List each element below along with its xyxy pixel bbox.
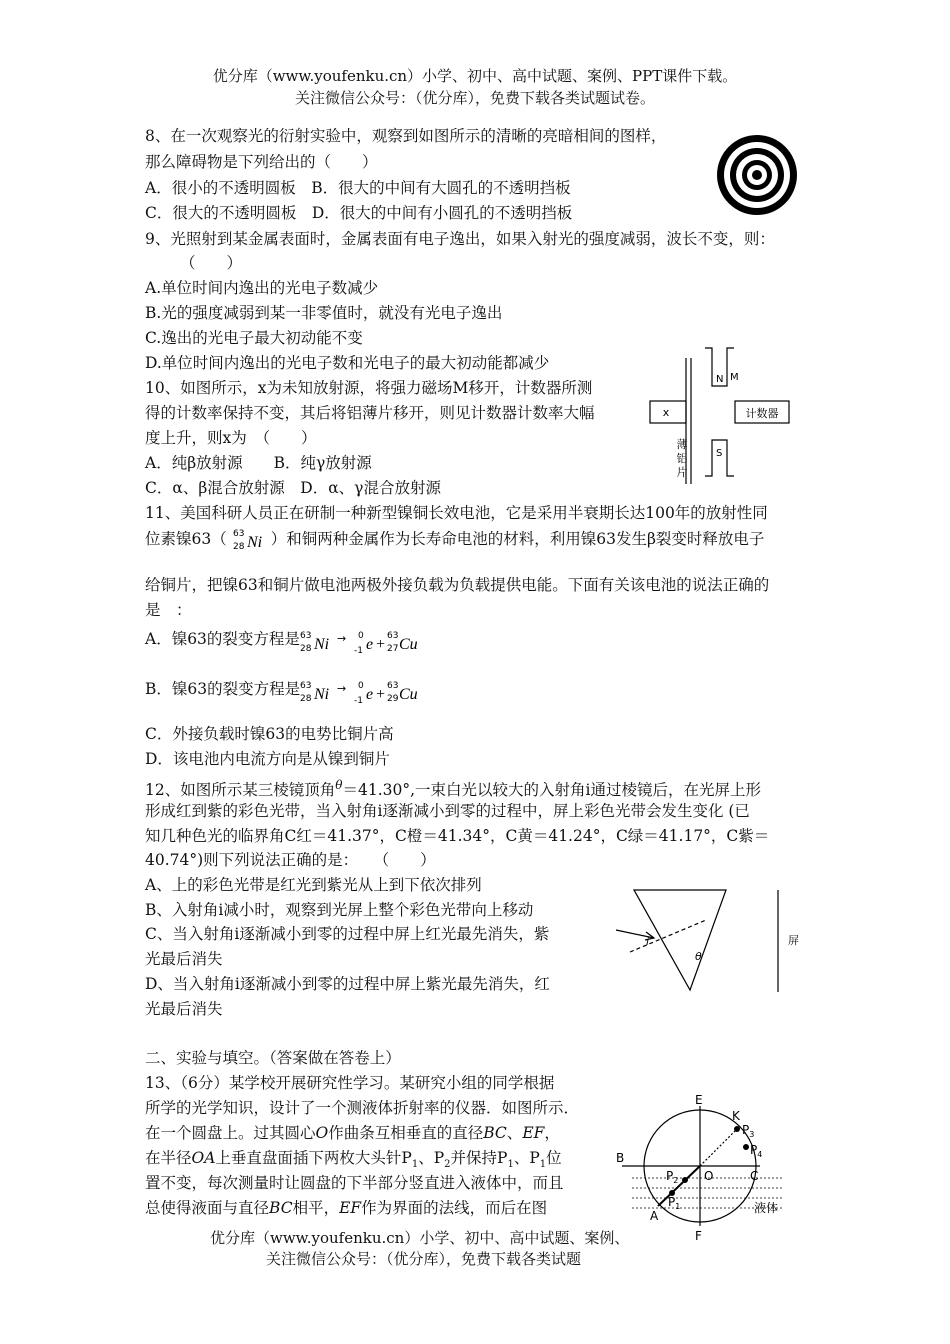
header-line-2: 关注微信公众号：（优分库），免费下载各类试题试卷。: [294, 89, 655, 107]
label-p4: $P_4$: [750, 1143, 763, 1159]
screen-label: 屏: [788, 934, 799, 947]
q13-l3-o: O: [315, 1124, 329, 1142]
eq-a-e-z: -1: [353, 646, 363, 656]
eq-a-plus: +: [374, 636, 386, 653]
q13-l6c: 作为界面的法线，而后在图: [361, 1199, 548, 1217]
eq-b-ni-mass: 63: [300, 681, 312, 691]
label-p1: $P_1$: [668, 1195, 681, 1211]
eq-a-e-mass: 0: [357, 631, 364, 641]
q13-l4d: 并保持P: [450, 1149, 508, 1167]
eq-a-arrow: →: [336, 632, 347, 645]
footer-line-2: 关注微信公众号：（优分库），免费下载各类试题: [266, 1250, 582, 1268]
diffraction-rings-figure: [716, 134, 798, 216]
q13-l4f: 位: [546, 1149, 562, 1167]
label-k: K: [732, 1109, 740, 1123]
q11-option-b-text: B．镍63的裂变方程是: [145, 680, 301, 698]
radius-oa: [658, 1166, 700, 1206]
q13-l6-bc: BC: [269, 1199, 293, 1217]
ni-symbol: Ni: [246, 534, 262, 551]
label-a: A: [650, 1209, 659, 1223]
label-b: B: [616, 1151, 625, 1165]
q13-l3-ef: EF: [522, 1124, 545, 1142]
eq-b-arrow: →: [337, 682, 347, 695]
q13-l3b: 作曲条互相垂直的直径: [328, 1124, 484, 1142]
eq-b-e-mass: 0: [358, 681, 364, 691]
q13-l4-sub2: 2: [444, 1159, 451, 1171]
magnet-m-label: M: [730, 372, 739, 383]
q11-stem-3: 给铜片，把镍63和铜片做电池两极外接负载为负载提供电能。下面有关该电池的说法正确的: [145, 576, 770, 594]
q12-option-b: B、入射角i减小时，观察到光屏上整个彩色光带向上移动: [145, 901, 534, 919]
foil-label-1: 薄: [676, 438, 688, 451]
q11-stem-2a: 位素镍63（: [145, 530, 227, 548]
label-e: E: [695, 1093, 703, 1107]
eq-b-ni: Ni: [314, 686, 330, 703]
q12-option-c-2: 光最后消失: [145, 950, 223, 968]
apex-angle-label: θ: [695, 950, 702, 963]
eq-a-cu-mass: 63: [386, 631, 399, 641]
q13-l6-ef: EF: [339, 1199, 362, 1217]
q12-stem-1: [145, 773, 761, 802]
eq-b-cu: Cu: [399, 686, 418, 703]
q13-line-3: [145, 1121, 560, 1145]
ni-atomic-number: 28: [232, 542, 245, 552]
q8-stem-2: 那么障碍物是下列给出的（ ）: [145, 153, 378, 171]
decay-equation-b: [300, 674, 460, 706]
q12-theta-symbol: θ: [335, 778, 343, 792]
source-x-label: x: [662, 406, 670, 419]
q13-line-6: [145, 1196, 547, 1220]
q13-line-5: 置不变，每次测量时让圆盘的下半部分竖直进入液体中，而且: [145, 1174, 564, 1192]
footer-line-1: 优分库（www.youfenku.cn）小学、初中、高中试题、案例、: [210, 1229, 630, 1247]
q10-options-ab: A．纯β放射源 B．纯γ放射源: [145, 454, 372, 472]
q11-option-a: [145, 624, 460, 656]
q8-stem-1: 8、在一次观察光的衍射实验中，观察到如图所示的清晰的亮暗相间的图样，: [145, 127, 667, 145]
radiation-counter-figure: [646, 344, 796, 490]
q11-stem-1: 11、美国科研人员正在研制一种新型镍铜长效电池，它是采用半衰期长达100年的放射性同: [145, 504, 768, 522]
label-f: F: [695, 1229, 702, 1243]
q13-l4a: 在半径: [145, 1149, 192, 1167]
q9-option-b: B.光的强度减弱到某一非零值时，就没有光电子逸出: [145, 304, 503, 322]
eq-b-cu-z: 29: [387, 694, 399, 704]
q12-option-a: A、上的彩色光带是红光到紫光从上到下依次排列: [145, 876, 482, 894]
q11-stem-4: 是 ：: [145, 601, 192, 619]
label-liquid: 液体: [754, 1201, 779, 1215]
q13-l3-bc: BC: [483, 1124, 507, 1142]
q13-l4-oa: OA: [191, 1149, 216, 1167]
eq-b-cu-mass: 63: [387, 681, 399, 691]
eq-a-ni: Ni: [313, 636, 330, 653]
eq-a-ni-mass: 63: [299, 631, 312, 641]
q9-option-a: A.单位时间内逸出的光电子数减少: [145, 279, 379, 297]
q11-option-c: C．外接负载时镍63的电势比铜片高: [145, 725, 394, 743]
q12-stem-2: 形成红到紫的彩色光带，当入射角i逐渐减小到零的过程中，屏上彩色光带会发生变化 (已: [145, 802, 750, 820]
refractometer-disc-figure: [612, 1092, 802, 1244]
label-c: C: [750, 1169, 759, 1183]
eq-b-e: e: [366, 686, 374, 703]
q10-stem-2: 得的计数率保持不变，其后将铝薄片移开，则见计数器计数率大幅: [145, 404, 595, 422]
q12-stem-1b: ＝41.30°,一束白光以较大的入射角i通过棱镜后，在光屏上形: [342, 781, 761, 800]
q8-options-ab: A．很小的不透明圆板 B．很大的中间有大圆孔的不透明挡板: [145, 179, 571, 197]
label-p3: $P_3$: [742, 1123, 755, 1139]
south-pole-label: S: [716, 448, 723, 459]
radius-ok: [700, 1126, 740, 1166]
q13-l4-sub4: 1: [539, 1159, 547, 1171]
q11-stem-2: [145, 527, 764, 553]
q8-options-cd: C．很大的不透明圆板 D．很大的中间有小圆孔的不透明挡板: [145, 204, 573, 222]
header-line-1: 优分库（www.youfenku.cn）小学、初中、高中试题、案例、PPT课件下载。: [212, 67, 738, 85]
normal-dashed-line: [630, 920, 706, 952]
q13-l4-sub1: 1: [411, 1159, 419, 1171]
decay-equation-a: [300, 624, 460, 656]
q9-option-d: D.单位时间内逸出的光电子数和光电子的最大初动能都减少: [145, 354, 550, 372]
q13-l4-sub3: 1: [507, 1159, 514, 1171]
q12-option-c-1: C、当入射角i逐渐减小到零的过程中屏上红光最先消失，紫: [145, 925, 550, 943]
q13-l3d: ，: [544, 1124, 560, 1142]
q9-option-c: C.逸出的光电子最大初动能不变: [145, 329, 363, 347]
ni-mass-number: 63: [232, 529, 245, 539]
pin-p2-dot: [682, 1177, 688, 1183]
eq-a-e: e: [365, 636, 374, 653]
q9-stem-1: 9、光照射到某金属表面时，金属表面有电子逸出，如果入射光的强度减弱，波长不变，则：: [145, 230, 775, 248]
q11-option-a-text: A．镍63的裂变方程是: [145, 630, 300, 648]
q12-option-d-1: D、当入射角i逐渐减小到零的过程中屏上紫光最先消失，红: [145, 975, 550, 993]
eq-a-cu: Cu: [398, 636, 418, 653]
foil-label-3: 片: [676, 466, 688, 479]
q11-stem-2b: ）和铜两种金属作为长寿命电池的材料，利用镍63发生β裂变时释放电子: [270, 530, 765, 548]
pin-p3-dot: [734, 1126, 740, 1132]
q12-stem-4: 40.74°)则下列说法正确的是： （ ）: [145, 851, 436, 869]
q9-stem-2: （ ）: [180, 254, 243, 272]
q12-option-d-2: 光最后消失: [145, 1000, 223, 1018]
prism-figure: [610, 886, 810, 998]
q13-l6b: 相平，: [292, 1199, 340, 1217]
q12-stem-1a: 12、如图所示某三棱镜顶角: [145, 781, 336, 800]
label-o: O: [704, 1169, 714, 1183]
nickel-nuclide-symbol: [227, 527, 271, 553]
q11-option-b: [145, 674, 460, 706]
eq-b-e-z: -1: [354, 696, 364, 706]
section-2-title: 二、实验与填空。（答案做在答卷上）: [145, 1049, 401, 1067]
q13-l6a: 总使得液面与直径: [145, 1199, 270, 1217]
foil-label-2: 铝: [676, 452, 688, 465]
north-pole-label: N: [716, 374, 724, 385]
q13-l3a: 在一个圆盘上。过其圆心: [145, 1124, 316, 1142]
label-p2: $P_2$: [666, 1169, 679, 1185]
q13-l4e: 、P: [513, 1149, 540, 1167]
q13-line-1: 13、（6分）某学校开展研究性学习。某研究小组的同学根据: [145, 1074, 555, 1092]
q10-stem-3: 度上升，则x为 （ ）: [145, 429, 317, 447]
incidence-angle-label: i: [646, 935, 650, 948]
counter-label: 计数器: [745, 407, 779, 420]
pin-p4-dot: [743, 1144, 749, 1150]
eq-b-ni-z: 28: [300, 694, 312, 704]
q10-options-cd: C．α、β混合放射源 D．α、γ混合放射源: [145, 479, 441, 497]
q13-l3c: 、: [506, 1124, 523, 1142]
q13-l4b: 上垂直盘面插下两枚大头针P: [215, 1149, 412, 1167]
eq-b-plus: +: [375, 686, 386, 703]
eq-a-ni-z: 28: [299, 644, 312, 654]
q11-option-d: D．该电池内电流方向是从镍到铜片: [145, 750, 390, 768]
q12-stem-3: 知几种色光的临界角C红＝41.37°，C橙＝41.34°，C黄＝41.24°，C绿＝41.17°，C紫＝: [145, 827, 770, 845]
eq-a-cu-z: 27: [386, 644, 399, 654]
q10-stem-1: 10、如图所示，x为未知放射源，将强力磁场M移开，计数器所测: [145, 379, 593, 397]
q13-l4c: 、P: [418, 1149, 445, 1167]
q13-line-2: 所学的光学知识，设计了一个测液体折射率的仪器．如图所示．: [145, 1099, 580, 1117]
